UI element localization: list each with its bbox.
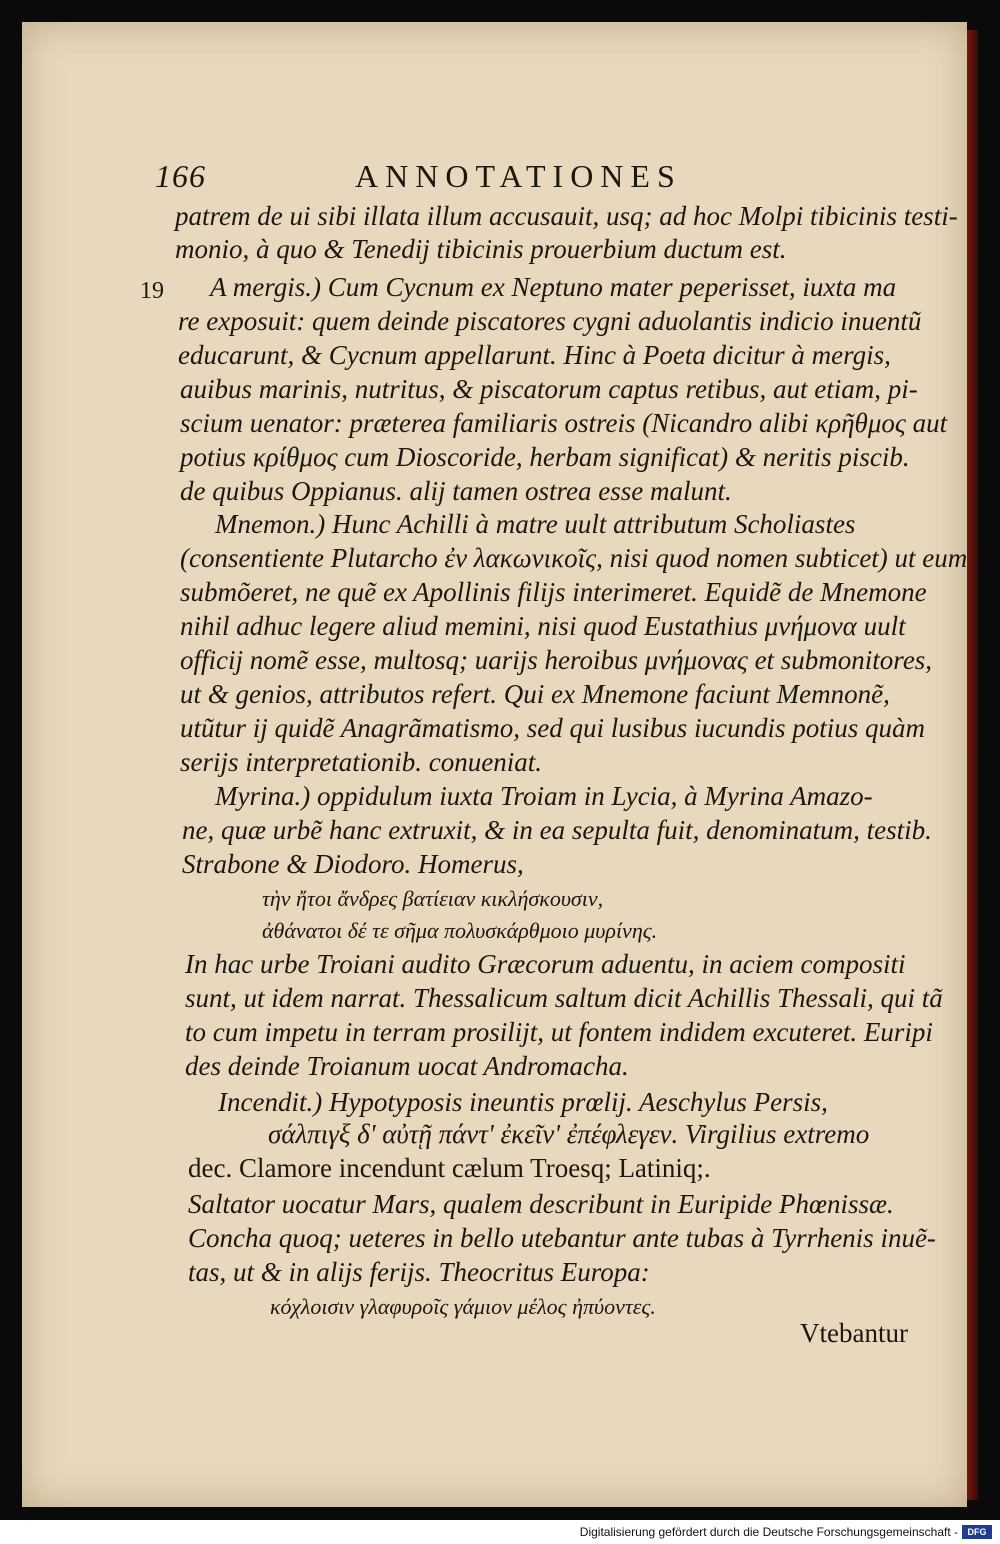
text-line: re exposuit: quem deinde piscatores cygni aduolantis indicio inuentũ	[178, 306, 922, 336]
text-line: to cum impetu in terram prosilijt, ut fontem indidem excuteret. Euripi	[185, 1017, 933, 1047]
text-line: ne, quæ urbẽ hanc extruxit, & in ea sepulta fuit, denominatum, testib.	[182, 815, 932, 845]
page-edge	[966, 30, 978, 1500]
text-line: σάλπιγξ δ' αὐτῇ πάντ' ἐκεῖν' ἐπέφλεγεν. Virgilius extremo	[268, 1119, 870, 1149]
text-line: ut & genios, attributos refert. Qui ex Mnemone faciunt Memnonẽ,	[180, 679, 890, 709]
footer-credit: Digitalisierung gefördert durch die Deutsche Forschungsgemeinschaft -	[579, 1525, 958, 1539]
text-line: utũtur ij quidẽ Anagrãmatismo, sed qui lusibus iucundis potius quàm	[180, 713, 926, 743]
text-line: scium uenator: præterea familiaris ostreis (Nicandro alibi κρῆθμος aut	[180, 408, 948, 438]
text-line: Myrina.) oppidulum iuxta Troiam in Lycia, à Myrina Amazo-	[215, 781, 873, 811]
text-line: dec. Clamore incendunt cælum Troesq; Latiniq;.	[188, 1153, 711, 1183]
text-line: tas, ut & in alijs ferijs. Theocritus Europa:	[188, 1257, 650, 1287]
greek-verse-line: ἀθάνατοι δέ τε σῆμα πολυσκάρθμοιο μυρίνης.	[262, 918, 658, 943]
text-line: (consentiente Plutarcho ἐν λακωνικοῖς, nisi quod nomen subticet) ut eum	[180, 543, 968, 573]
text-line: auibus marinis, nutritus, & piscatorum captus retibus, aut etiam, pi-	[180, 374, 918, 404]
text-line: officij nomẽ esse, multosq; uarijs heroibus μνήμονας et submonitores,	[180, 645, 933, 675]
text-line: nihil adhuc legere aliud memini, nisi quod Eustathius μνήμονα uult	[180, 611, 906, 641]
text-line: potius κρίθμος cum Dioscoride, herbam significat) & neritis piscib.	[180, 442, 910, 472]
text-line: serijs interpretationib. conueniat.	[180, 747, 542, 777]
text-line: educarunt, & Cycnum appellarunt. Hinc à Poeta dicitur à mergis,	[178, 340, 891, 370]
text-line: Strabone & Diodoro. Homerus,	[182, 849, 524, 879]
text-line: sunt, ut idem narrat. Thessalicum saltum dicit Achillis Thessali, qui tã	[185, 983, 943, 1013]
text-line: des deinde Troianum uocat Andromacha.	[185, 1051, 629, 1081]
greek-verse-line: τὴν ἤτοι ἄνδρες βατίειαν κικλήσκουσιν,	[262, 886, 604, 911]
text-line: monio, à quo & Tenedij tibicinis prouerbium ductum est.	[175, 234, 787, 264]
page-number: 166	[155, 158, 206, 194]
text-line: de quibus Oppianus. alij tamen ostrea esse malunt.	[180, 476, 732, 506]
greek-verse-line: κόχλοισιν γλαφυροῖς γάμιον μέλος ἠπύοντες.	[270, 1294, 656, 1319]
running-header	[155, 158, 715, 195]
text-line: A mergis.) Cum Cycnum ex Neptuno mater peperisset, iuxta ma	[210, 272, 897, 302]
text-line: Incendit.) Hypotyposis ineuntis prœlij. Aeschylus Persis,	[218, 1087, 828, 1117]
text-line: Saltator uocatur Mars, qualem describunt in Euripide Phœnissæ.	[188, 1189, 894, 1219]
catchword: Vtebantur	[800, 1318, 908, 1348]
running-head: ANNOTATIONES	[355, 158, 682, 194]
footer-bar	[0, 1520, 1000, 1544]
text-line: Mnemon.) Hunc Achilli à matre uult attributum Scholiastes	[215, 509, 856, 539]
dfg-logo-icon: DFG	[962, 1525, 992, 1539]
text-line: In hac urbe Troiani audito Græcorum aduentu, in aciem compositi	[185, 949, 906, 979]
text-line: patrem de ui sibi illata illum accusauit, usq; ad hoc Molpi tibicinis testi-	[175, 201, 958, 231]
margin-number: 19	[140, 278, 164, 304]
text-line: submõeret, ne quẽ ex Apollinis filijs interimeret. Equidẽ de Mnemone	[180, 577, 927, 607]
text-line: Concha quoq; ueteres in bello utebantur ante tubas à Tyrrhenis inuẽ-	[188, 1223, 936, 1253]
